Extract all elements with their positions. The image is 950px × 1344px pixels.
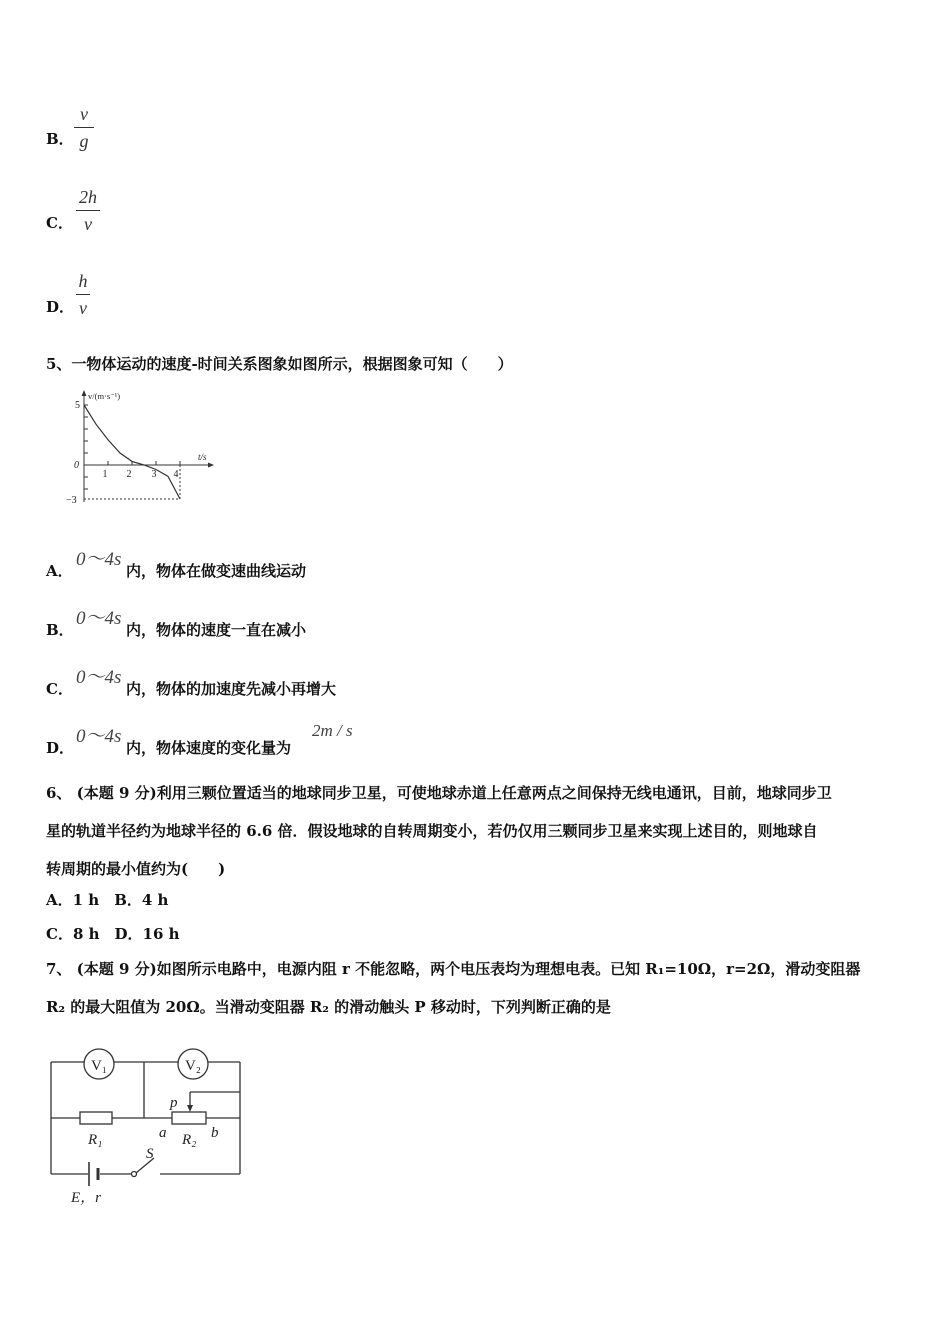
q5-stem: 5、一物体运动的速度-时间关系图象如图所示，根据图象可知（ ） [46, 355, 513, 373]
r1-label: R₁ [88, 1132, 103, 1148]
q7-stem-line-2: R₂ 的最大阻值为 20Ω。当滑动变阻器 R₂ 的滑动触头 P 移动时，下列判断正确的是 [46, 998, 611, 1016]
option-label: C． [46, 214, 73, 232]
interval-math: 0～4s [76, 667, 122, 688]
r2-label: R₂ [182, 1132, 197, 1148]
numerator: 2h [79, 187, 97, 207]
x-axis-arrow [208, 463, 214, 468]
switch-label: S [146, 1146, 154, 1162]
source-label: E，r [71, 1190, 102, 1206]
v1-label: V₁ [90, 1058, 108, 1074]
origin-label: 0 [74, 460, 79, 471]
option-label: D． [46, 739, 75, 757]
q6-options-row-1[interactable]: A．1 h B．4 h [46, 891, 169, 909]
a-label: a [159, 1125, 167, 1141]
v2-label: V₂ [184, 1058, 202, 1074]
fraction [76, 186, 100, 235]
resistor-r1 [80, 1112, 112, 1124]
x-tick-label: 4 [173, 469, 179, 480]
numerator: h [78, 271, 88, 291]
velocity-time-graph [60, 386, 220, 508]
option-text: 内，物体在做变速曲线运动 [126, 562, 307, 580]
y-axis-label: v/(m·s⁻¹) [88, 391, 121, 401]
denominator: g [79, 131, 89, 151]
option-text: 内，物体的加速度先减小再增大 [126, 680, 337, 698]
rheostat-r2 [172, 1112, 206, 1124]
x-tick-label: 1 [102, 469, 108, 480]
denominator: v [79, 298, 87, 318]
x-tick-label: 3 [151, 469, 157, 480]
interval-math: 0～4s [76, 726, 122, 747]
y-ticks [84, 405, 88, 489]
b-label: b [211, 1125, 219, 1141]
x-tick-label: 2 [126, 469, 132, 480]
circuit-diagram [44, 1042, 250, 1208]
q6-line: 转周期的最小值约为( ) [46, 860, 226, 878]
velocity-curve [84, 405, 180, 499]
fraction [74, 103, 94, 152]
denominator: v [84, 214, 92, 234]
q7-stem-line-1: 7、 (本题 9 分)如图所示电路中，电源内阻 r 不能忽略，两个电压表均为理想电表。已知 R₁=10Ω，r=2Ω，滑动变阻器 [46, 960, 861, 978]
fraction [76, 270, 90, 319]
q6-options-row-2[interactable]: C．8 h D．16 h [46, 925, 180, 943]
option-label: B． [46, 130, 74, 148]
option-text: 内，物体速度的变化量为 [126, 739, 292, 757]
x-axis-label: t/s [198, 452, 207, 462]
option-label: D． [46, 298, 75, 316]
option-label: A． [46, 562, 73, 580]
q6-stem [46, 774, 832, 888]
numerator: v [80, 104, 88, 124]
switch-pivot [132, 1172, 137, 1177]
interval-math: 0～4s [76, 608, 122, 629]
slider-arrow [187, 1105, 193, 1112]
option-label: B． [46, 621, 74, 639]
y-axis-arrow [82, 390, 87, 396]
extra-math: 2m / s [312, 721, 353, 740]
q6-line: 星的轨道半径约为地球半径的 6.6 倍．假设地球的自转周期变小，若仍仅用三颗同步卫星来实现上述目的，则地球自 [46, 822, 818, 840]
option-text: 内，物体的速度一直在减小 [126, 621, 307, 639]
q6-line: 6、 (本题 9 分)利用三颗位置适当的地球同步卫星，可使地球赤道上任意两点之间保持无线电通讯，目前，地球同步卫 [46, 784, 832, 802]
interval-math: 0～4s [76, 549, 122, 570]
option-label: C． [46, 680, 73, 698]
y-tick-bottom: −3 [66, 495, 77, 506]
y-tick-top: 5 [75, 400, 80, 411]
p-label: p [170, 1095, 178, 1111]
